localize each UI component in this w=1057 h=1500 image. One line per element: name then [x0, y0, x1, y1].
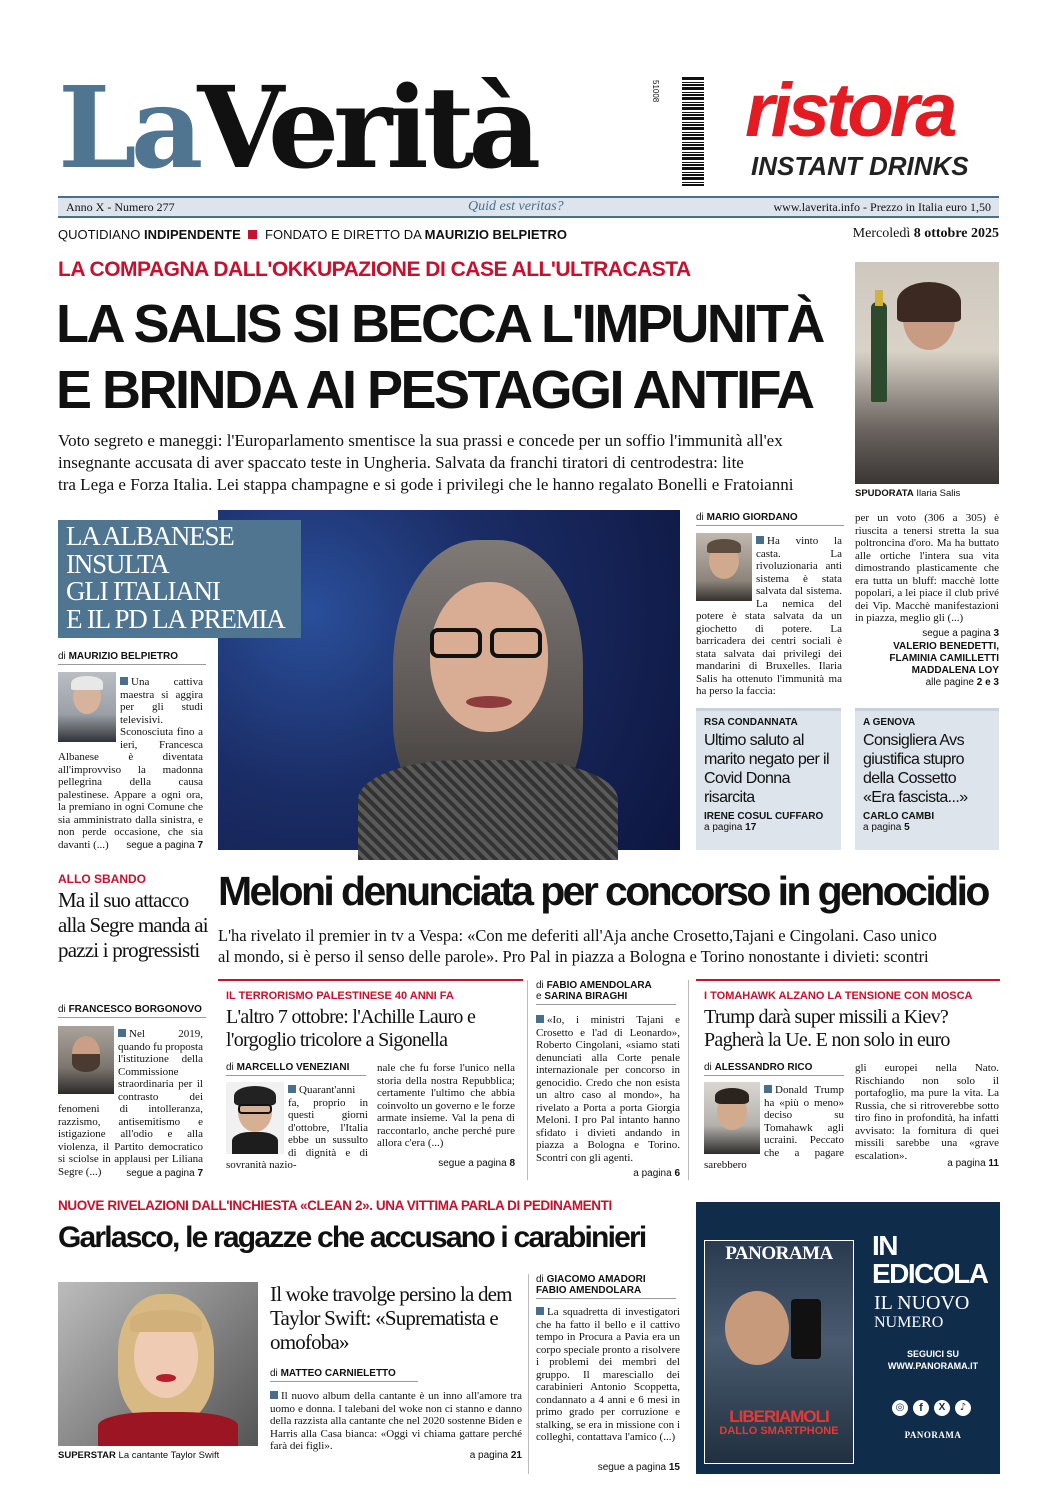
barcode-number: 51008 [651, 80, 660, 103]
ristora-tagline: INSTANT DRINKS [751, 151, 969, 181]
swift-ref[interactable]: a pagina 21 [469, 1450, 522, 1461]
genova-kicker: A GENOVA [863, 717, 916, 728]
logo-la: La [58, 63, 198, 194]
lead-headline-2[interactable]: E BRINDA AI PESTAGGI ANTIFA [56, 360, 813, 420]
ristora-ad[interactable] [745, 70, 1005, 185]
trump-kicker: I TOMAHAWK ALZANO LA TENSIONE CON MOSCA [704, 990, 973, 1002]
garlasco-ref[interactable]: segue a pagina 15 [597, 1462, 680, 1473]
albanese-headline-box[interactable]: LA ALBANESE INSULTA GLI ITALIANI E IL PD LA PREMIA [58, 520, 301, 638]
meloni-summary: L'ha rivelato il premier in tv a Vespa: «Con me deferiti all'Aja anche Crosetto,Tajani e Cingolani. Caso unico al mondo, si è perso il senso delle parole». Pro Pal in piazza a Bologna e Torino nonostante i divieti: scontri [218, 926, 937, 966]
trump-body-col1: Donald Trump ha «più o meno» deciso su Tomahawk agli ucraini. Peccato che a pagare sarebbero [704, 1084, 844, 1171]
motto: Quid est veritas? [468, 199, 564, 214]
follow-us: SEGUICI SU WWW.PANORAMA.IT [887, 1349, 979, 1371]
instagram-icon[interactable]: ◎ [892, 1400, 908, 1416]
lauro-body-col2: nale che fu forse l'unico nella storia della nostra Repubblica; certamente l'ultimo che abbia coinvolto un governo e le forze armate insieme. Val la pena di raccontarlo, anche perché pure allora c'era (...) [377, 1062, 515, 1149]
genova-author: CARLO CAMBI [863, 811, 935, 822]
divider [527, 980, 528, 1180]
il-nuovo-numero: IL NUOVO NUMERO [874, 1292, 970, 1331]
lauro-title[interactable]: L'altro 7 ottobre: l'Achille Lauro e l'orgoglio tricolore a Sigonella [226, 1006, 476, 1051]
amendolara-body: «Io, i ministri Tajani e Crosetto e l'ad di Leonardo», Roberto Cingolani, «siamo stati denunciati alla Corte penale internazionale per concorso in genocidio. Credo che non esista un altro caso al mondo», ha rivelato a Porta a porta Giorgia Meloni. I pro Pal intanto hanno sfidato i divieti andando in piazza a Bologna e Torino. Scontri con gli agenti. [536, 1014, 680, 1164]
trump-body-col2: gli europei nella Nato. Rischiando non solo il portafoglio, ma pure la vita. La Russia, che si ritroverebbe sotto tiro fino in profondità, ha infatti avvisato: la fornitura di quei missili sarebbe una «grave escalation». [855, 1062, 999, 1162]
swift-caption: SUPERSTAR La cantante Taylor Swift [58, 1450, 220, 1461]
meloni-rule [218, 979, 523, 981]
cover-brand: PANORAMA [725, 1243, 833, 1264]
lead-kicker: LA COMPAGNA DALL'OKKUPAZIONE DI CASE ALL'ULTRACASTA [58, 258, 691, 281]
albanese-ref[interactable]: segue a pagina 7 [126, 840, 203, 851]
panorama-ad[interactable] [696, 1202, 1000, 1474]
swift-byline: di MATTEO CARNIELETTO [270, 1368, 418, 1382]
lauro-byline: di MARCELLO VENEZIANI [226, 1062, 366, 1076]
amendolara-byline: di FABIO AMENDOLARA e SARINA BIRAGHI [536, 980, 676, 1005]
giordano-ref[interactable]: segue a pagina 3 [922, 628, 999, 639]
ristora-logo: ristora [745, 68, 954, 153]
albanese-body: Una cattiva maestra si aggira per gli studi televisivi. Sconosciuta fino a ieri, Francesca Albanese è diventata all'improvviso la madonna pellegrina della causa palestinese. Appare a ogni ora, la premiano in ogni Comune che sia amministrato dalla sinistra, e non perde occasione, che sia davanti (...) [58, 676, 203, 851]
footer-brand: PANORAMA [904, 1430, 962, 1440]
trump-ref[interactable]: a pagina 11 [947, 1158, 999, 1169]
garlasco-headline[interactable]: Garlasco, le ragazze che accusano i carabinieri [58, 1221, 646, 1254]
amendolara-ref[interactable]: a pagina 6 [633, 1168, 680, 1179]
social-icons [892, 1400, 971, 1416]
segre-title[interactable]: Ma il suo attacco alla Segre manda ai pazzi i progressisti [58, 888, 208, 962]
logo-verita: Verità [197, 63, 536, 194]
lauro-body-col1: Quarant'anni fa, proprio in questi giorni d'ottobre, l'Italia ebbe un sussulto di dignità e di sovranità nazio- [226, 1084, 368, 1171]
swift-body: Il nuovo album della cantante è un inno all'amore tra uomo e donna. I talebani del woke non ci stanno e danno della razzista alla cantante che nel 2020 sostenne Biden e Harris alla Casa bianca: «Oggi vi chiama gattare perché farà dei figli». [270, 1390, 522, 1452]
rsa-title: Ultimo saluto al marito negato per il Covid Donna risarcita [704, 732, 829, 806]
date: Mercoledì 8 ottobre 2025 [852, 226, 999, 241]
swift-photo [58, 1282, 258, 1446]
panorama-cover [704, 1240, 854, 1464]
divider [528, 1274, 529, 1474]
trump-byline: di ALESSANDRO RICO [704, 1062, 844, 1076]
segre-body: Nel 2019, quando fu proposta l'istituzione della Commissione straordinaria per il contrasto dei fenomeni di intolleranza, razzismo, antisemitismo e istigazione all'odio e alla violenza, il Partito democratico si sciolse in applausi per Liliana Segre (...) [58, 1028, 203, 1178]
segre-ref[interactable]: segue a pagina 7 [126, 1168, 203, 1179]
cover-headline: LIBERIAMOLI DALLO SMARTPHONE [719, 1407, 839, 1437]
trump-rule [696, 979, 1000, 981]
giordano-byline: di MARIO GIORDANO [696, 512, 844, 526]
garlasco-body: La squadretta di investigatori che ha fatto il bello e il cattivo tempo in Procura a Pavia era un corpo speciale pronto a risolvere i problemi dei membri del gruppo. Il maresciallo dei carabinieri Antonio Scoppetta, condannato a 4 anni e 6 mesi in primo grado per corruzione e stalking, se era in missione con i colleghi, contattava l'amico (...) [536, 1306, 680, 1443]
lead-headline-1[interactable]: LA SALIS SI BECCA L'IMPUNITÀ [56, 294, 823, 354]
genova-title: Consigliera Avs giustifica stupro della Cossetto «Era fascista...» [863, 732, 968, 806]
garlasco-byline: di GIACOMO AMADORI FABIO AMENDOLARA [536, 1274, 676, 1299]
segre-kicker: ALLO SBANDO [58, 872, 146, 886]
giordano-body: Ha vinto la casta. La rivoluzionaria anti sistema è stata salvata dal sistema. La nemica del potere è stata salvata da un giochetto di potere. La barricadera dei centri sociali è stata salvata dai privilegi dei mandarini di Bruxelles. Ilaria Salis ha ottenuto l'immunità ma ha perso la faccia: [696, 535, 842, 697]
facebook-icon[interactable]: f [913, 1400, 929, 1416]
divider [688, 980, 689, 1180]
rsa-box[interactable]: RSA CONDANNATA Ultimo saluto al marito negato per il Covid Donna risarcita IRENE COSUL CUFFARO a pagina 17 [696, 708, 841, 850]
swift-title[interactable]: Il woke travolge persino la dem Taylor Swift: «Suprematista e omofoba» [270, 1282, 512, 1354]
red-square [248, 230, 257, 239]
masthead-logo[interactable] [58, 63, 568, 194]
podcast-icon[interactable]: ♪ [955, 1400, 971, 1416]
genova-box[interactable]: A GENOVA Consigliera Avs giustifica stupro della Cossetto «Era fascista...» CARLO CAMBI a pagina 5 [855, 708, 999, 850]
barcode [651, 70, 712, 190]
albanese-byline: di MAURIZIO BELPIETRO [58, 651, 206, 665]
giordano-body-col2: per un voto (306 a 305) è riuscita a tenersi stretta la sua poltroncina d'oro. Ma ha buttato alle ortiche l'intera sua vita dimostrando plasticamente che era tutta un bluff: macchè lotte popolari, a lei piace il club privé dei Vip. Macchè manifestazioni in piazza, meglio gli (...) [855, 512, 999, 624]
lauro-ref[interactable]: segue a pagina 8 [438, 1158, 515, 1169]
subtitle-line: QUOTIDIANO INDIPENDENTE FONDATO E DIRETTO DA MAURIZIO BELPIETRO [58, 227, 567, 242]
site-price[interactable]: www.laverita.info - Prezzo in Italia euro 1,50 [773, 200, 991, 214]
in-edicola: IN EDICOLA [872, 1230, 988, 1289]
salis-photo [855, 262, 999, 484]
x-icon[interactable]: X [934, 1400, 950, 1416]
salis-caption: SPUDORATA Ilaria Salis [855, 488, 961, 499]
lead-summary: Voto segreto e maneggi: l'Europarlamento smentisce la sua prassi e concede per un soffio l'immunità all'ex insegnante accusata di aver spaccato teste in Ungheria. Salvata da franchi tiratori di centrodestra: lite tra Lega e Forza Italia. Lei stappa champagne e si gode i privilegi che le hanno regalato Bonelli e Fratoianni [58, 431, 794, 494]
trump-title[interactable]: Trump darà super missili a Kiev? Pagherà la Ue. E non solo in euro [704, 1006, 950, 1051]
rsa-author: IRENE COSUL CUFFARO [704, 811, 824, 822]
segre-byline: di FRANCESCO BORGONOVO [58, 1004, 206, 1018]
lauro-kicker: IL TERRORISMO PALESTINESE 40 ANNI FA [226, 990, 454, 1002]
giordano-authors: VALERIO BENEDETTI, FLAMINIA CAMILLETTI MADDALENA LOY alle pagine 2 e 3 [889, 641, 999, 688]
issue-bar [58, 196, 999, 218]
garlasco-kicker: NUOVE RIVELAZIONI DALL'INCHIESTA «CLEAN 2». UNA VITTIMA PARLA DI PEDINAMENTI [58, 1198, 612, 1213]
issue-number: Anno X - Numero 277 [66, 200, 175, 214]
meloni-headline[interactable]: Meloni denunciata per concorso in genocidio [218, 868, 988, 914]
rsa-kicker: RSA CONDANNATA [704, 717, 798, 728]
